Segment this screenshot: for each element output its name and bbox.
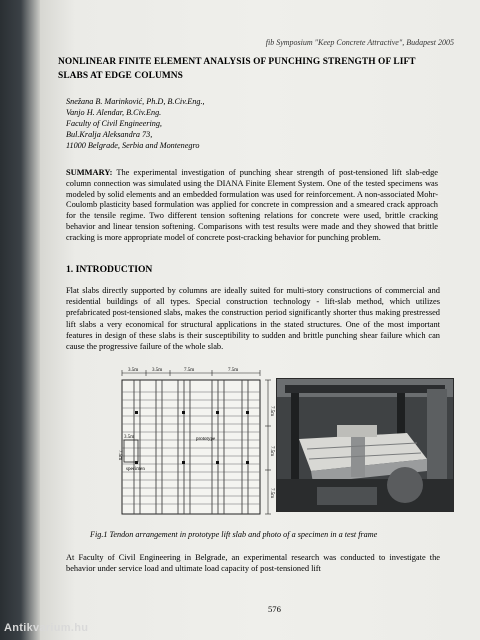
- author-line: Snežana B. Marinković, Ph.D, B.Civ.Eng.,: [66, 97, 205, 106]
- figure-label-specimen: specimen: [126, 467, 145, 472]
- dim-label: 7.5m: [117, 450, 122, 461]
- city-line: 11000 Belgrade, Serbia and Montenegro: [66, 141, 200, 150]
- page-number: 576: [268, 604, 281, 614]
- affiliation-line: Faculty of Civil Engineering,: [66, 119, 162, 128]
- author-block: [66, 96, 316, 151]
- summary-text: The experimental investigation of punching shear strength of post-tensioned lift slab-edge column connection was simulated using the DIANA Finite Element System. One of the tested specimens was modeled by solid elements and an embedded formulation was used for reinforcement. A non-associated Mohr-Coulomb plasticity based formulation was applied for concrete in compression and a smeared crack approach for the tensile regime. Two different tension softening relations for concrete were used, brittle cracking behavior and linear tension softening. Comparisons with test results were made and they showed that brittle cracking is more appropriate model of concrete post-cracking behavior for punching problem.: [66, 168, 438, 242]
- dim-label: 7.5m: [269, 446, 274, 457]
- summary-paragraph: [66, 168, 438, 244]
- dim-label: 7.5m: [269, 406, 274, 417]
- dim-label: 3.5m: [128, 368, 139, 373]
- tendon-drawing: [116, 366, 286, 522]
- figure-caption: Fig.1 Tendon arrangement in prototype lift slab and photo of a specimen in a test frame: [90, 530, 378, 539]
- summary-label: SUMMARY:: [66, 168, 113, 177]
- intro-paragraph: Flat slabs directly supported by columns are ideally suited for multi-story constructions of commercial and residential buildings of all types. Special construction technology - lift-slab method, which utilizes prefabricated post-tensioned slabs, makes the construction period significantly shorter thus making prestressed lift slabs a very economical for structural applications in the stated structures. One of the most important features in design of these slabs is their susceptibility to sudden and brittle punching shear failure which can cause the progressive failure of the whole slab.: [66, 286, 440, 352]
- section-heading: 1. INTRODUCTION: [66, 264, 153, 275]
- dim-label: 7.5m: [184, 368, 195, 373]
- dim-label: 7.5m: [269, 488, 274, 499]
- body-paragraph: At Faculty of Civil Engineering in Belgrade, an experimental research was conducted to investigate the behavior under service load and ultimate load capacity of post-tensioned lift: [66, 553, 440, 574]
- dim-label: 3.5m: [152, 368, 163, 373]
- watermark-text: Antikvarium.hu: [4, 622, 89, 634]
- paper-title: NONLINEAR FINITE ELEMENT ANALYSIS OF PUNCHING STRENGTH OF LIFT SLABS AT EDGE COLUMNS: [58, 57, 416, 81]
- author-line: Vanjo H. Alendar, B.Civ.Eng.: [66, 108, 162, 117]
- dim-label: 7.5m: [228, 368, 239, 373]
- dim-label: 3.5m: [124, 435, 135, 440]
- specimen-photo: [276, 378, 454, 512]
- address-line: Bul.Kralja Aleksandra 73,: [66, 130, 153, 139]
- figure-label-prototype: prototype: [196, 437, 216, 442]
- running-header: fib Symposium "Keep Concrete Attractive", Budapest 2005: [265, 38, 454, 47]
